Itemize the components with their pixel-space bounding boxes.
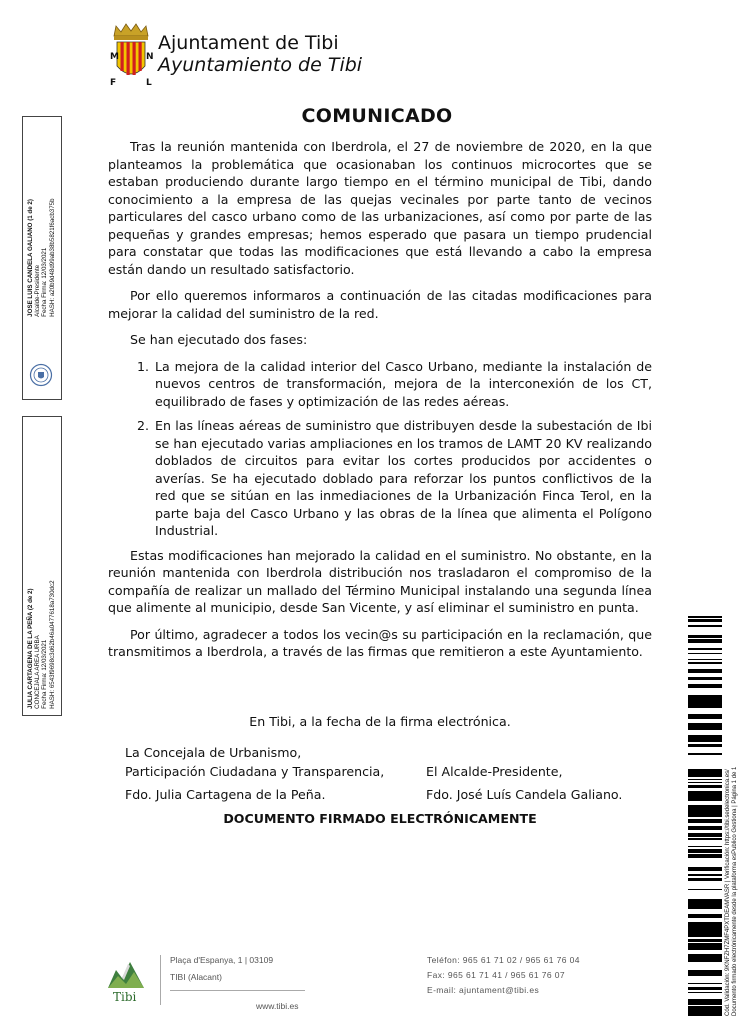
footer-email[interactable]: E-mail: ajuntament@tibi.es [427,985,540,995]
stamp-signer: JOSE LUIS CANDELA GALIANO (1 de 2) [27,199,34,317]
stamp-date: Fecha Firma: 12/03/2021 [41,247,49,317]
list-item: 1. La mejora de la calidad interior del Casco Urbano, mediante la instalación de nuevos centros de transformación, mejora de la interconexión de los CT, equilibrado de fases y optimización de las redes aéreas. [153,358,652,411]
stamp-hash: HASH: a20b9d48d99ab38b5821f6acb375b [48,198,56,317]
paragraph: Por último, agradecer a todos los vecin@s su participación en la reclamación, que transmitimos a Iberdrola, a través de las firmas que remitieron a este Ayuntamiento. [108,626,652,659]
footer-divider [160,955,161,1005]
validation-text [725,767,739,1016]
stamp-date: Fecha Firma: 12/03/2021 [41,639,49,709]
signer-left-name: Fdo. Julia Cartagena de la Peña. [125,787,326,802]
stamp-role: CONCEJALA AREA URBA [34,635,42,709]
signer-left-title [125,743,384,781]
validation-platform: Documento firmado electrónicamente desde la plataforma esPublico Gestiona | Página 1 de 1 [732,766,738,1016]
signature-stamp-councillor [22,416,62,716]
footer-phone: Teléfon: 965 61 71 02 / 965 61 76 04 [427,955,580,965]
crest-letter: M [110,52,119,62]
stamp-text [27,199,56,317]
document-body [108,138,652,670]
footer-address: Plaça d'Espanya, 1 | 03109 [170,955,274,965]
validation-code: Cód. Validación: 9KNFZH7ZMF4PXTDEAMVASR | Verificación: https://tibi.sedelectronica.es/ [725,769,731,1016]
paragraph: Estas modificaciones han mejorado la calidad en el suministro. No obstante, en la reunión mantenida con Iberdrola distribución nos trasladaron el compromiso de la compañía de realizar un mallado del Término Municipal instalando una segunda línea que alimente al municipio, desde San Vicente, y así eliminar el suministro en punta. [108,547,652,615]
paragraph: Se han ejecutado dos fases: [130,332,308,347]
stamp-text [27,581,56,709]
org-name-valencian: Ajuntament de Tibi [158,32,339,54]
footer-town: Tibi [113,990,137,1004]
paragraph: Tras la reunión mantenida con Iberdrola, el 27 de noviembre de 2020, en la que planteamos la problemática que ocasionaban los continuos microcortes que se estaban produciendo durante largo tiempo en el término municipal de Tibi, dando conocimiento a la empresa de las quejas vecinales por parte tanto de vecinos particulares del casco urbano como de las urbanizaciones, así como por parte de las pequeñas y grandes empresas; hemos esperado que pasara un tiempo prudencial para constatar que todas las modificaciones que está llevando a cabo la empresa están dando un resultado satisfactorio. [108,139,652,277]
stamp-role: Alcalde-Presidente [34,265,42,317]
official-seal-icon [29,363,53,387]
barcode-icon [688,616,722,1016]
document-title: COMUNICADO [301,105,453,127]
footer-divider [170,990,305,991]
crest-letter: L [146,78,152,88]
list-item: 2. En las líneas aéreas de suministro que distribuyen desde la subestación de Ibi se han ejecutado varias ampliaciones en los tramos de LAMT 20 KV realizando doblados de circuitos para evitar los cortes producidos por accidentes o averías. Se ha ejecutado doblado para reforzar los puntos conflictivos de la red que se sitúan en las inmediaciones de la Urbanización Finca Terol, en la parte baja del Casco Urbano y las obras de la línea que alimenta el Polígono Industrial. [153,417,652,540]
paragraph: Por ello queremos informaros a continuación de las citadas modificaciones para mejorar la calidad del suministro de la red. [108,288,652,321]
signed-notice: DOCUMENTO FIRMADO ELECTRÓNICAMENTE [223,811,537,826]
signature-stamp-mayor [22,116,62,400]
phases-list [108,358,652,540]
crest-letter: F [110,78,117,88]
crest-letter: N [146,52,154,62]
footer-fax: Fax: 965 61 71 41 / 965 61 76 07 [427,970,566,980]
signer-left-line: Participación Ciudadana y Transparencia, [125,764,385,779]
tibi-logo-icon [108,958,144,988]
signer-right-name: Fdo. José Luís Candela Galiano. [426,787,623,802]
stamp-hash: HASH: 6543f9698c3d62b46a0477618a730dc2 [48,580,56,709]
signer-right-title: El Alcalde-Presidente, [426,764,563,779]
letterhead [108,22,408,92]
org-name-spanish: Ayuntamiento de Tibi [158,54,363,76]
stamp-signer: JULIA CARTAGENA DE LA PEÑA (2 de 2) [27,588,34,709]
date-line: En Tibi, a la fecha de la firma electrónica. [249,714,511,729]
footer-locality: TIBI (Alacant) [170,972,222,982]
footer-website[interactable]: www.tibi.es [256,1001,299,1011]
signer-left-line: La Concejala de Urbanismo, [125,745,302,760]
